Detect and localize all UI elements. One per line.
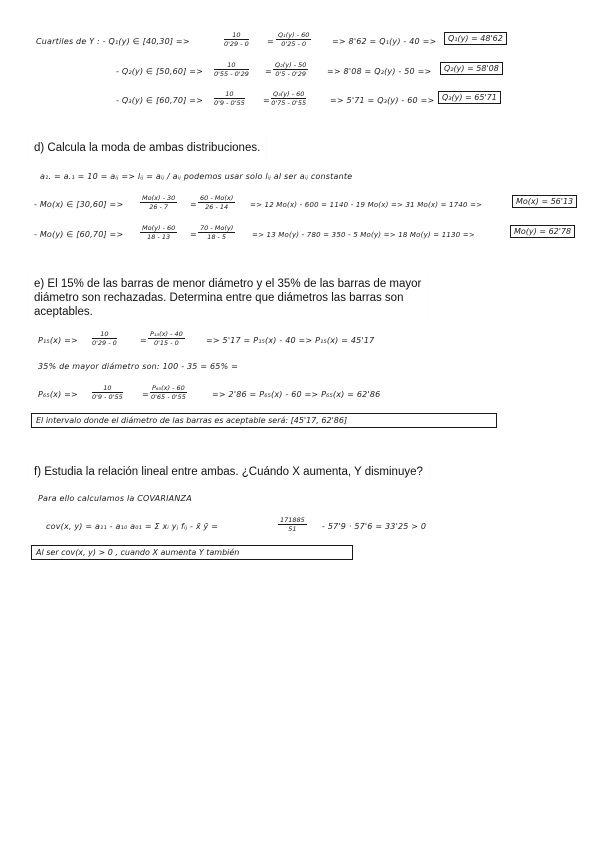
quartiles-line-1-prefix: Cuartiles de Y : - Q₁(y) ∈ [40,30] =>: [36, 37, 190, 46]
moda-line-2-fraction-a: $\frac{Mo(x) - 30}{26 - 7}$: [142, 194, 176, 211]
result-box-q3: Q₃(y) = 65'71: [438, 91, 501, 104]
percentile-line-3-fraction-b: $\frac{\text{P₆₅(x) - 60}}{0'65 - 0'55}$: [150, 384, 186, 401]
quartiles-line-3-fraction-a: $\frac{10}{0'9 - 0'55}$: [214, 90, 245, 107]
equals-sign: =: [140, 336, 147, 345]
result-box-mo-x: Mo(x) = 56'13: [512, 195, 577, 208]
moda-line-3-prefix: - Mo(y) ∈ [60,70] =>: [34, 230, 124, 239]
quartiles-line-3-rest: => 5'71 = Q₃(y) - 60 =>: [330, 96, 435, 105]
result-box-interval: El intervalo donde el diámetro de las barras es aceptable será: [45'17, 62'86]: [31, 413, 497, 428]
moda-line-3-fraction-a: $\frac{Mo(y) - 60}{18 - 13}$: [142, 224, 176, 241]
moda-line-2-prefix: - Mo(x) ∈ [30,60] =>: [34, 200, 124, 209]
covariance-fraction: $\frac{171885}{51}$: [280, 516, 305, 533]
result-box-q1: Q₁(y) = 48'62: [444, 32, 507, 45]
quartiles-line-2-fraction-a: $\frac{10}{0'55 - 0'29}$: [214, 61, 249, 78]
equals-sign: =: [267, 37, 274, 46]
quartiles-line-2-prefix: - Q₂(y) ∈ [50,60] =>: [116, 67, 204, 76]
equals-sign: =: [263, 96, 270, 105]
covariance-line-1: Para ello calculamos la COVARIANZA: [38, 494, 192, 503]
result-box-mo-y: Mo(y) = 62'78: [510, 225, 575, 238]
moda-line-2-fraction-b: $\frac{60 - Mo(x)}{26 - 14}$: [200, 194, 234, 211]
percentile-line-3-fraction-a: $\frac{10}{0'9 - 0'55}$: [92, 384, 123, 401]
equals-sign: =: [265, 67, 272, 76]
percentile-line-1-fraction-b: $\frac{\text{P₁₅(x) - 40}}{0'15 - 0}$: [150, 330, 183, 347]
percentile-line-3-prefix: P₆₅(x) =>: [38, 390, 78, 399]
quartiles-line-1-fraction-a: $\frac{10}{0'29 - 0}$: [224, 31, 249, 48]
covariance-line-2-prefix: cov(x, y) = a₁₁ - a₁₀ a₀₁ = Σ xᵢ yⱼ fᵢⱼ - x̄ ȳ =: [46, 522, 219, 531]
percentile-line-2: 35% de mayor diámetro son: 100 - 35 = 65% =: [38, 362, 239, 371]
percentile-line-1-rest: => 5'17 = P₁₅(x) - 40 => P₁₅(x) = 45'17: [206, 336, 375, 345]
covariance-line-2-rest: - 57'9 · 57'6 = 33'25 > 0: [322, 522, 427, 531]
question-d: d) Calcula la moda de ambas distribuciones.: [28, 138, 266, 158]
moda-line-2-rest: => 12 Mo(x) - 600 = 1140 - 19 Mo(x) => 31 Mo(x) = 1740 =>: [250, 201, 483, 209]
percentile-line-3-rest: => 2'86 = P₆₅(x) - 60 => P₆₅(x) = 62'86: [212, 390, 381, 399]
result-box-covariance: Al ser cov(x, y) > 0 , cuando X aumenta Y también: [31, 545, 353, 560]
moda-line-3-fraction-b: $\frac{70 - Mo(y)}{18 - 5}$: [200, 224, 234, 241]
equals-sign: =: [190, 230, 197, 239]
equals-sign: =: [142, 390, 149, 399]
result-box-q2: Q₂(y) = 58'08: [440, 62, 503, 75]
percentile-line-1-fraction-a: $\frac{10}{0'29 - 0}$: [92, 330, 117, 347]
quartiles-line-3-prefix: - Q₃(y) ∈ [60,70] =>: [116, 96, 204, 105]
quartiles-line-1-fraction-b: $\frac{\text{Q₁(y) - 60}}{0'25 - 0}$: [278, 31, 310, 48]
question-e: e) El 15% de las barras de menor diámetro y el 35% de las barras de mayor diámetro son rechazadas. Determina entre que diámetros las barras son aceptables.: [28, 274, 428, 322]
quartiles-line-2-rest: => 8'08 = Q₂(y) - 50 =>: [327, 67, 432, 76]
moda-line-1: a₁. = a.₁ = 10 = aᵢⱼ => lᵢⱼ = aᵢⱼ / aᵢⱼ podemos usar solo lᵢⱼ al ser aᵢⱼ constante: [40, 172, 353, 181]
quartiles-line-3-fraction-b: $\frac{\text{Q₃(y) - 60}}{0'75 - 0'55}$: [271, 90, 307, 107]
percentile-line-1-prefix: P₁₅(x) =>: [38, 336, 78, 345]
quartiles-line-2-fraction-b: $\frac{\text{Q₂(y) - 50}}{0'5 - 0'29}$: [275, 61, 307, 78]
moda-line-3-rest: => 13 Mo(y) - 780 = 350 - 5 Mo(y) => 18 Mo(y) = 1130 =>: [252, 231, 475, 239]
equals-sign: =: [190, 200, 197, 209]
question-f: f) Estudia la relación lineal entre ambas. ¿Cuándo X aumenta, Y disminuye?: [28, 462, 429, 482]
quartiles-line-1-rest: => 8'62 = Q₁(y) - 40 =>: [332, 37, 437, 46]
